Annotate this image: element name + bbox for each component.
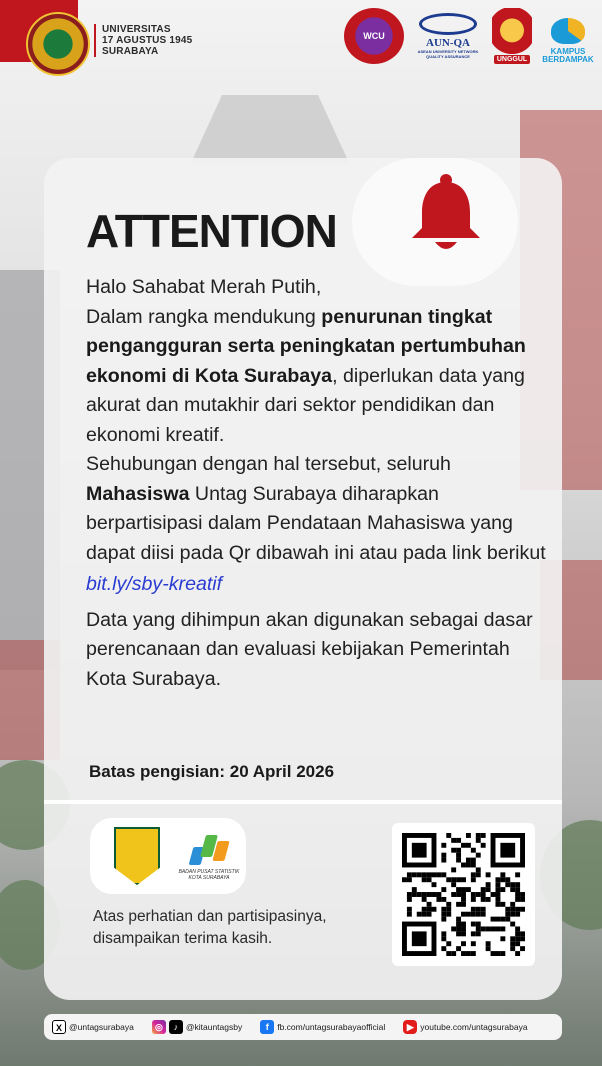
tiktok-icon: ♪: [169, 1020, 183, 1034]
wcu-badge: WCU: [344, 8, 404, 64]
surabaya-city-logo: [114, 827, 160, 885]
social-facebook[interactable]: f fb.com/untagsurabayaofficial: [260, 1020, 385, 1034]
announcement-body: [86, 273, 546, 694]
unggul-badge: UNGGUL: [492, 8, 532, 64]
aun-qa-badge: AUN-QA ASEAN UNIVERSITY NETWORK QUALITY ASSURANCE: [414, 8, 482, 64]
accreditation-badges: [344, 8, 594, 64]
youtube-icon: ▶: [403, 1020, 417, 1034]
partner-logos: [90, 818, 246, 894]
qr-code-icon: [402, 833, 525, 956]
qr-code[interactable]: [392, 823, 535, 966]
university-name: UNIVERSITAS 17 AGUSTUS 1945 SURABAYA: [94, 24, 192, 57]
social-ig-tiktok[interactable]: ◎ ♪ @kitauntagsby: [152, 1020, 242, 1034]
greeting: Halo Sahabat Merah Putih,: [86, 276, 322, 298]
bps-logo: [174, 831, 244, 881]
survey-link[interactable]: bit.ly/sby-kreatif: [86, 573, 223, 595]
paragraph-3: Data yang dihimpun akan digunakan sebagai dasar perencanaan dan evaluasi kebijakan Pemerintah Kota Surabaya.: [86, 608, 533, 690]
bps-label: BADAN PUSAT STATISTIK KOTA SURABAYA: [178, 869, 240, 881]
facebook-icon: f: [260, 1020, 274, 1034]
deadline-text: Batas pengisian: 20 April 2026: [89, 762, 335, 781]
kampus-berdampak-badge: KAMPUS BERDAMPAK: [542, 8, 594, 64]
divider: [44, 800, 562, 804]
paragraph-1: Dalam rangka mendukung penurunan tingkat pengangguran serta peningkatan pertumbuhan ekonomi di Kota Surabaya, diperlukan data yang akurat dan mutakhir dari sektor pendidikan dan ekonomi kreatif.: [86, 305, 526, 446]
thanks-text: Atas perhatian dan partisipasinya, disampaikan terima kasih.: [93, 908, 327, 947]
social-x[interactable]: X @untagsurabaya: [52, 1020, 134, 1034]
social-bar: [44, 1014, 562, 1040]
untag-logo: [26, 12, 90, 76]
page-title: ATTENTION: [86, 205, 337, 257]
instagram-icon: ◎: [152, 1020, 166, 1034]
bell-icon: [406, 172, 486, 254]
paragraph-2: Sehubungan dengan hal tersebut, seluruh Mahasiswa Untag Surabaya diharapkan berpartisipasi dalam Pendataan Mahasiswa yang dapat diisi pada Qr dibawah ini atau pada link berikut: [86, 453, 546, 564]
social-youtube[interactable]: ▶ youtube.com/untagsurabaya: [403, 1020, 527, 1034]
x-icon: X: [52, 1020, 66, 1034]
bps-icon: [187, 831, 231, 867]
